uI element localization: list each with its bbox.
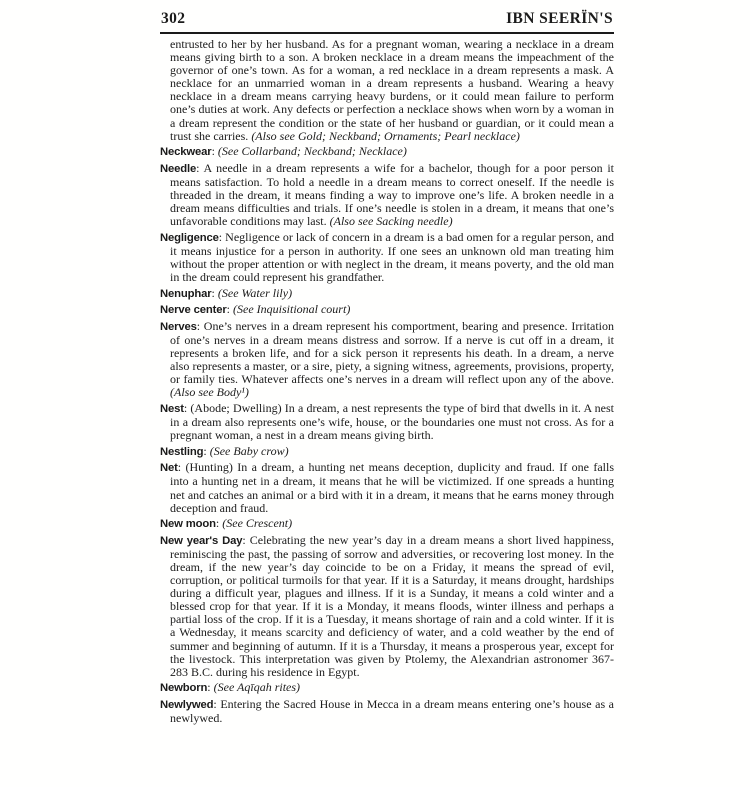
entry-text: : Negligence or lack of concern in a dream is a bad omen for a regular person, and it means injustice for a person in authority. If one sees an unknown old man treating him without the proper attention or with neglect in the dream, it means poverty, and the old man in the dream could represent his grandfather.	[170, 229, 614, 285]
entry-text: :	[211, 285, 218, 300]
entry-text: :	[203, 443, 210, 458]
entry-term: Nerves	[160, 320, 197, 333]
entry-term: Net	[160, 462, 178, 475]
entry-text: : Entering the Sacred House in Mecca in a dream means entering one’s house as a newlywed.	[170, 696, 614, 725]
entry-term: Newlywed	[160, 698, 214, 711]
entry-nenuphar	[160, 287, 614, 301]
page-body	[160, 38, 614, 725]
entry-text: : (Abode; Dwelling) In a dream, a nest represents the type of bird that dwells in it. A nest in a dream also represents one’s wife, house, or the boundaries one must not cross. As for a pregnant woman, a nest in a dream means giving birth.	[170, 400, 614, 443]
cross-reference: (See Collarband; Neckband; Necklace)	[217, 144, 407, 159]
running-title: IBN SEERÏN'S	[506, 10, 613, 27]
cross-reference: (See Inquisitional court)	[233, 302, 351, 317]
entry-term: Negligence	[160, 231, 219, 244]
entry-term: Nerve center	[160, 304, 227, 317]
page-header	[160, 10, 614, 34]
entry-nerves	[160, 320, 614, 400]
entry-nerve-center	[160, 303, 614, 317]
continued-paragraph	[160, 38, 614, 143]
entry-term: Neckwear	[160, 146, 212, 159]
entry-term: New year's Day	[160, 534, 243, 547]
entry-term: New moon	[160, 518, 216, 531]
cross-reference: (Also see Body¹)	[170, 385, 249, 400]
cross-reference: (See Water lily)	[217, 285, 293, 300]
entry-needle	[160, 162, 614, 228]
entry-text: : (Hunting) In a dream, a hunting net means deception, duplicity and fraud. If one falls into a hunting net in a dream, it means that he will be victimized. If one spreads a hunting net and catches an animal or a bird with it in a dream, it means that he earns money through deception and fraud.	[170, 460, 614, 515]
entry-text: : Celebrating the new year’s day in a dream means a short lived happiness, reminiscing the past, the passing of sorrow and adversities, or recovering lost money. In the dream, if the new year’s day coincide to be on a Friday, it means the spread of evil, corruption, or political turmoils for that year. If it is a Saturday, it means drought, hardships during a difficult year, plagues and illness. If it is a Sunday, it means a cold winter and a blessed crop for that year. If it is a Monday, it means floods, winter illness and perhaps a partial loss of the crop. If it is a Tuesday, it means shortage of rain and a cold winter. If it is a Wednesday, it means scarcity and deficiency of water, and a cold weather by the end of summer and beginning of autumn. If it is a Thursday, it means a prosperous year, except for the livestock. This interpretation was given by Ptolemy, the Alexandrian astronomer 367-283 B.C. during his residence in Egypt.	[170, 532, 614, 679]
cross-reference: (Also see Sacking needle)	[329, 214, 453, 229]
entry-term: Nest	[160, 402, 184, 415]
entry-term: Needle	[160, 162, 197, 175]
entry-text: :	[215, 516, 223, 531]
entry-newlywed	[160, 698, 614, 725]
entry-nestling	[160, 445, 614, 459]
entry-term: Nenuphar	[160, 287, 212, 300]
cross-reference: (Also see Gold; Neckband; Ornaments; Pearl necklace)	[251, 128, 520, 143]
entry-text: : One’s nerves in a dream represent his comportment, bearing and presence. Irritation of one’s nerves in a dream means distress and sorrow. If a nerve is cut off in a dream, it represents a broken life, and for a sick person it represents his death. In a dream, a nerve also represents a master, or a sire, piety, a signing witness, agreements, provisions, property, or family ties. Whatever affects one’s nerves in a dream will reflect upon any of the above.	[170, 318, 614, 387]
entry-new-year-s-day	[160, 534, 614, 679]
entry-text: entrusted to her by her husband. As for a pregnant woman, wearing a necklace in a dream means giving birth to a son. A broken necklace in a dream means the impeachment of the governor of one’s town. As for a woman, a red necklace in a dream represents a mask. A necklace for an unmarried woman in a dream represents a husband. Wearing a heavy necklace in a dream means carrying heavy burdens, or it could mean failure to perform one’s duties at work. Any defects or perfection a necklace shows when worn by a woman in a dream represent the condition or the state of her husband or guardian, or it could mean a trust she carries.	[170, 37, 614, 143]
entry-text: :	[207, 680, 214, 695]
cross-reference: (See Baby crow)	[209, 443, 289, 458]
entry-new-moon	[160, 517, 614, 531]
entry-term: Nestling	[160, 445, 204, 458]
entry-text: :	[226, 302, 233, 317]
cross-reference: (See Aqīqah rites)	[213, 680, 301, 695]
entry-nest	[160, 402, 614, 442]
entry-negligence	[160, 231, 614, 284]
entry-net	[160, 461, 614, 514]
entry-text: : A needle in a dream represents a wife for a bachelor, though for a poor person it means satisfaction. To hold a needle in a dream means to correct oneself. If the needle is threaded in the dream, it means finding a way to improve one’s life. A broken needle in a dream means difficulties and trials. If one’s needle is stolen in a dream, it means that one’s unfavorable conditions may last.	[170, 160, 614, 229]
entry-neckwear	[160, 145, 614, 159]
cross-reference: (See Crescent)	[222, 516, 293, 531]
page-content	[160, 10, 614, 725]
entry-newborn	[160, 681, 614, 695]
entry-text: :	[211, 144, 218, 159]
page-number: 302	[161, 10, 186, 27]
entry-term: Newborn	[160, 682, 208, 695]
